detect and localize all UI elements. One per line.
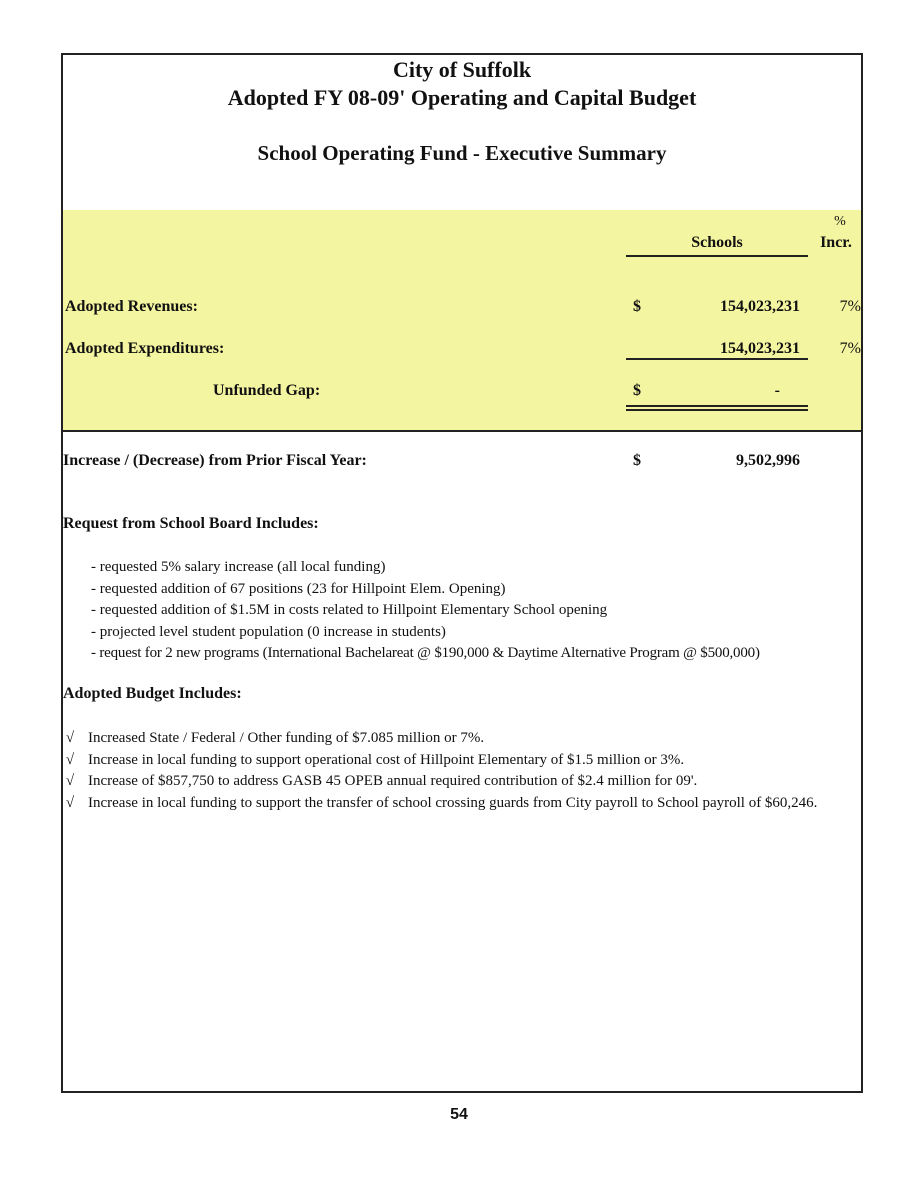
column-header-schools: Schools [626, 234, 808, 257]
expenditures-label: Adopted Expenditures: [65, 340, 225, 357]
adopted-item [63, 750, 833, 772]
document-frame [61, 53, 863, 1093]
header-section [63, 55, 861, 212]
request-heading: Request from School Board Includes: [63, 515, 319, 532]
adopted-item-text: Increase in local funding to support operational cost of Hillpoint Elementary of $1.5 million or 3%. [88, 751, 685, 768]
request-item: - request for 2 new programs (International Bachelareat @ $190,000 & Daytime Alternative Program @ $500,000) [91, 645, 760, 661]
adopted-item-text: Increase of $857,750 to address GASB 45 OPEB annual required contribution of $2.4 million for 09'. [88, 773, 698, 789]
adopted-item [63, 793, 833, 815]
unfunded-gap-value: - [774, 382, 780, 399]
check-icon: √ [65, 773, 75, 789]
city-title: City of Suffolk [392, 57, 532, 82]
expenditures-value: 154,023,231 [720, 340, 800, 357]
change-currency: $ [633, 452, 641, 469]
request-item: - requested addition of $1.5M in costs related to Hillpoint Elementary School opening [91, 602, 608, 618]
page-number: 54 [450, 1106, 468, 1123]
revenues-label: Adopted Revenues: [65, 298, 198, 315]
column-header-percent: % [834, 214, 846, 229]
revenues-pct: 7% [839, 298, 861, 315]
change-label: Increase / (Decrease) from Prior Fiscal Year: [63, 452, 367, 469]
expenditures-underline [626, 358, 808, 360]
unfunded-gap-label: Unfunded Gap: [213, 382, 321, 399]
change-value: 9,502,996 [736, 452, 800, 469]
unfunded-gap-currency: $ [633, 382, 641, 399]
adopted-heading: Adopted Budget Includes: [63, 685, 242, 702]
adopted-item-text: Increased State / Federal / Other funding of $7.085 million or 7%. [88, 730, 485, 746]
unfunded-gap-double-underline-bottom [626, 409, 808, 411]
request-item: - requested 5% salary increase (all local funding) [91, 559, 386, 575]
request-item: - requested addition of 67 positions (23 for Hillpoint Elem. Opening) [91, 580, 506, 597]
fund-title: School Operating Fund - Executive Summary [257, 141, 667, 165]
budget-title: Adopted FY 08-09' Operating and Capital Budget [227, 85, 697, 110]
adopted-list [63, 728, 833, 814]
check-icon: √ [65, 794, 75, 811]
adopted-item [63, 728, 833, 750]
check-icon: √ [65, 730, 75, 746]
adopted-item [63, 771, 833, 793]
check-icon: √ [65, 751, 75, 768]
revenues-value: 154,023,231 [720, 298, 800, 315]
adopted-item-text: Increase in local funding to support the transfer of school crossing guards from City payroll to School payroll of $60,246. [88, 794, 818, 811]
unfunded-gap-double-underline-top [626, 405, 808, 407]
summary-table [63, 210, 861, 432]
request-item: - projected level student population (0 increase in students) [91, 623, 446, 640]
request-list [91, 557, 760, 665]
expenditures-pct: 7% [839, 340, 861, 357]
column-header-increase: Incr. [820, 234, 852, 251]
revenues-currency: $ [633, 298, 641, 315]
